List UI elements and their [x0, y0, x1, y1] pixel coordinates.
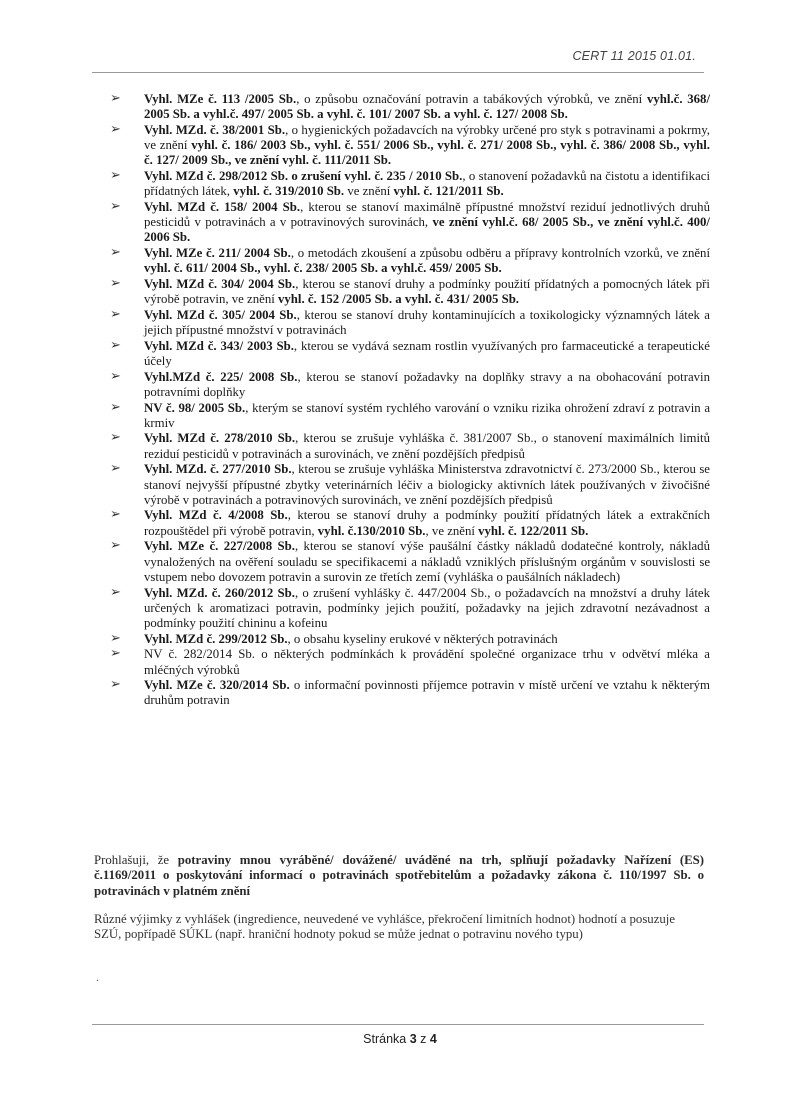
page-current: 3: [409, 1032, 417, 1046]
arrow-bullet-icon: ➢: [110, 538, 121, 554]
regulation-text-segment: Vyhl. MZd č. 298/2012 Sb. o zrušení vyhl. č. 235 / 2010 Sb.: [144, 169, 463, 184]
arrow-bullet-icon: ➢: [110, 337, 121, 353]
regulation-item: [110, 632, 710, 647]
page-total: 4: [429, 1032, 437, 1046]
regulation-item: [110, 508, 710, 538]
regulation-text-segment: Vyhl. MZd č. 278/2010 Sb.: [144, 431, 296, 446]
regulation-text-segment: Vyhl. MZd č. 158/ 2004 Sb.: [144, 199, 301, 214]
regulation-text-segment: , o metodách zkoušení a způsobu odběru a přípravy kontrolních vzorků, ve znění: [290, 246, 710, 261]
regulation-text-segment: Vyhl. MZd. č. 260/2012 Sb.: [144, 585, 295, 600]
regulation-text-segment: , ve znění: [425, 523, 479, 538]
regulation-item: [110, 401, 710, 431]
regulation-text-segment: vyhl. č. 186/ 2003 Sb., vyhl. č. 551/ 2006 Sb., vyhl. č. 271/ 2008 Sb., vyhl. č. 386/ 2008 Sb., vyhl. č. 127/ 2009 Sb., ve znění vyhl. č. 111/2011 Sb.: [144, 138, 710, 168]
regulation-item: [110, 586, 710, 632]
regulation-text-segment: Vyhl. MZe č. 211/ 2004 Sb.: [144, 246, 291, 261]
regulation-text-segment: , kterou se stanoví maximálně přípustné množství reziduí jednotlivých druhů pesticidů v potravinách a v potravinových surovinách,: [144, 199, 710, 230]
arrow-bullet-icon: ➢: [110, 461, 121, 477]
footer-divider: [92, 1024, 704, 1025]
regulation-text-segment: , kterou se zrušuje vyhláška Ministerstva zdravotnictví č. 273/2000 Sb., kterou se stanoví nejvyšší přípustné zbytky veterinárních léčiv a biologicky aktivních látek používaných v živočišné výrobě v potravinách a potravinových surovinách, ve znění pozdějších předpisů: [144, 462, 710, 507]
regulation-item: [110, 123, 710, 169]
regulation-text-segment: Vyhl. MZd č. 343/ 2003 Sb.: [144, 338, 294, 353]
header-divider: [92, 72, 704, 73]
exceptions-note: Různé výjimky z vyhlášek (ingredience, neuvedené ve vyhlášce, překročení limitních hodnot) hodnotí a posuzuje SZÚ, popřípadě SÚKL (např. hraniční hodnoty pokud se může jednat o potravinu nového typu): [94, 912, 676, 942]
regulation-text-segment: vyhl. č. 121/2011 Sb.: [393, 184, 504, 199]
declaration-paragraph: [94, 853, 704, 899]
regulation-text-segment: Vyhl. MZe č. 113 /2005 Sb.: [144, 92, 297, 106]
regulation-text-segment: , kterou se stanoví výše paušální částky nákladů dodatečné kontroly, nákladů vynaložených na ověření souladu se specifikacemi a nákladů vzniklých příslušným orgánům v souvislosti se vstupem nebo dovozem potravin a surovin ze třetích zemí (vyhláška o paušálních nákladech): [144, 539, 710, 584]
regulation-item: [110, 431, 710, 461]
arrow-bullet-icon: ➢: [110, 121, 121, 137]
arrow-bullet-icon: ➢: [110, 677, 121, 693]
regulation-item: [110, 200, 710, 246]
regulation-text-segment: ve znění vyhl.č. 68/ 2005 Sb., ve znění vyhl.č. 400/ 2006 Sb.: [144, 215, 710, 245]
regulation-text-segment: ve znění: [344, 184, 394, 199]
regulation-text-segment: vyhl. č. 319/2010 Sb.: [233, 184, 345, 199]
arrow-bullet-icon: ➢: [110, 584, 121, 600]
regulation-text-segment: , kterou se zrušuje vyhláška č. 381/2007 Sb., o stanovení maximálních limitů reziduí pesticidů v potravinách a surovinách, ve znění pozdějších předpisů: [144, 431, 710, 461]
arrow-bullet-icon: ➢: [110, 306, 121, 322]
arrow-bullet-icon: ➢: [110, 91, 121, 106]
regulation-text-segment: , o obsahu kyseliny erukové v některých potravinách: [287, 631, 558, 646]
arrow-bullet-icon: ➢: [110, 168, 121, 184]
regulation-text-segment: vyhl.č. 368/ 2005 Sb. a vyhl.č. 497/ 2005 Sb. a vyhl. č. 101/ 2007 Sb. a vyhl. č. 127/ 2008 Sb.: [144, 92, 710, 122]
regulation-list: [110, 92, 710, 709]
regulation-text-segment: , kterým se stanoví systém rychlého varování o vzniku rizika ohrožení zdraví z potravin a krmiv: [144, 400, 710, 430]
page-label: Stránka: [363, 1032, 410, 1046]
regulation-text-segment: Vyhl. MZe č. 320/2014 Sb.: [144, 678, 290, 693]
regulation-text-segment: NV č. 282/2014 Sb.: [144, 647, 255, 662]
regulation-text-segment: , kterou se vydává seznam rostlin využívaných pro farmaceutické a terapeutické účely: [144, 338, 710, 368]
regulation-item: [110, 169, 710, 199]
document-code: CERT 11 2015 01.01.: [572, 49, 696, 63]
regulation-text-segment: Vyhl. MZd. č. 277/2010 Sb.: [144, 462, 292, 477]
declaration-text-segment: Prohlašuji, že: [94, 853, 178, 867]
regulation-text-segment: , o hygienických požadavcích na výrobky určené pro styk s potravinami a pokrmy, ve znění: [144, 122, 711, 153]
stray-mark: .: [96, 970, 99, 984]
arrow-bullet-icon: ➢: [110, 646, 121, 662]
arrow-bullet-icon: ➢: [110, 507, 121, 523]
declaration-text-segment: potraviny mnou vyráběné/ dovážené/ uváděné na trh, splňují požadavky Nařízení (ES) č.1169/2011 o poskytování informací o potravinách spotřebitelům a požadavky zákona č. 110/1997 Sb. o potravinách v platném znění: [94, 853, 705, 898]
regulation-item: [110, 339, 710, 369]
regulation-text-segment: , kterou se stanoví druhy a podmínky použití přídatných a pomocných látek při výrobě potravin, ve znění: [144, 276, 710, 307]
regulation-item: [110, 462, 710, 508]
regulation-item: [110, 647, 710, 677]
regulation-text-segment: Vyhl. MZd č. 304/ 2004 Sb.: [144, 276, 296, 291]
arrow-bullet-icon: ➢: [110, 245, 121, 261]
regulation-text-segment: , kterou se stanoví druhy a podmínky použití přídatných látek a extrakčních rozpouštědel při výrobě potravin,: [144, 508, 710, 538]
arrow-bullet-icon: ➢: [110, 399, 121, 415]
regulation-text-segment: vyhl. č. 122/2011 Sb.: [478, 523, 589, 538]
regulation-text-segment: vyhl. č. 152 /2005 Sb. a vyhl. č. 431/ 2005 Sb.: [277, 292, 520, 307]
arrow-bullet-icon: ➢: [110, 275, 121, 291]
regulation-item: [110, 539, 710, 585]
regulation-item: [110, 92, 710, 122]
regulation-text-segment: , o způsobu označování potravin a tabákových výrobků, ve znění: [296, 92, 647, 106]
regulation-text-segment: o některých podmínkách k provádění společné organizace trhu v odvětví mléka a mléčných výrobků: [144, 647, 710, 677]
regulation-text-segment: NV č. 98/ 2005 Sb.: [144, 400, 246, 415]
arrow-bullet-icon: ➢: [110, 430, 121, 446]
regulation-text-segment: , o zrušení vyhlášky č. 447/2004 Sb., o požadavcích na množství a druhy látek určených k aromatizaci potravin, podmínky jejich použití, požadavky na jejich zdravotní nezávadnost a podmínky použití chininu a kofeinu: [144, 585, 710, 630]
regulation-text-segment: vyhl. č. 611/ 2004 Sb., vyhl. č. 238/ 2005 Sb. a vyhl.č. 459/ 2005 Sb.: [144, 261, 502, 276]
regulation-item: [110, 246, 710, 276]
regulation-text-segment: , o stanovení požadavků na čistotu a identifikaci přídatných látek,: [144, 169, 710, 199]
regulation-item: [110, 308, 710, 338]
regulation-item: [110, 277, 710, 307]
arrow-bullet-icon: ➢: [110, 198, 121, 214]
page-separator: z: [416, 1032, 430, 1046]
arrow-bullet-icon: ➢: [110, 630, 121, 646]
regulation-item: [110, 678, 710, 708]
regulation-text-segment: Vyhl. MZe č. 227/2008 Sb.: [144, 539, 295, 554]
regulation-text-segment: o informační povinnosti příjemce potravin v místě určení ve vztahu k některým druhům potravin: [144, 678, 710, 708]
regulation-text-segment: Vyhl. MZd č. 299/2012 Sb.: [144, 631, 288, 646]
regulation-text-segment: Vyhl. MZd. č. 38/2001 Sb.: [144, 122, 286, 137]
regulation-text-segment: Vyhl.MZd č. 225/ 2008 Sb.: [144, 369, 298, 384]
arrow-bullet-icon: ➢: [110, 368, 121, 384]
page-number: [0, 1032, 800, 1046]
regulation-text-segment: , kterou se stanoví druhy kontaminujících a toxikologicky významných látek a jejich přípustné množství v potravinách: [144, 307, 710, 338]
regulation-text-segment: Vyhl. MZd č. 4/2008 Sb.: [144, 508, 288, 523]
regulation-item: [110, 370, 710, 400]
regulation-text-segment: , kterou se stanoví požadavky na doplňky stravy a na obohacování potravin potravními doplňky: [144, 369, 710, 399]
regulation-text-segment: Vyhl. MZd č. 305/ 2004 Sb.: [144, 307, 297, 322]
regulation-text-segment: vyhl. č.130/2010 Sb.: [317, 523, 426, 538]
